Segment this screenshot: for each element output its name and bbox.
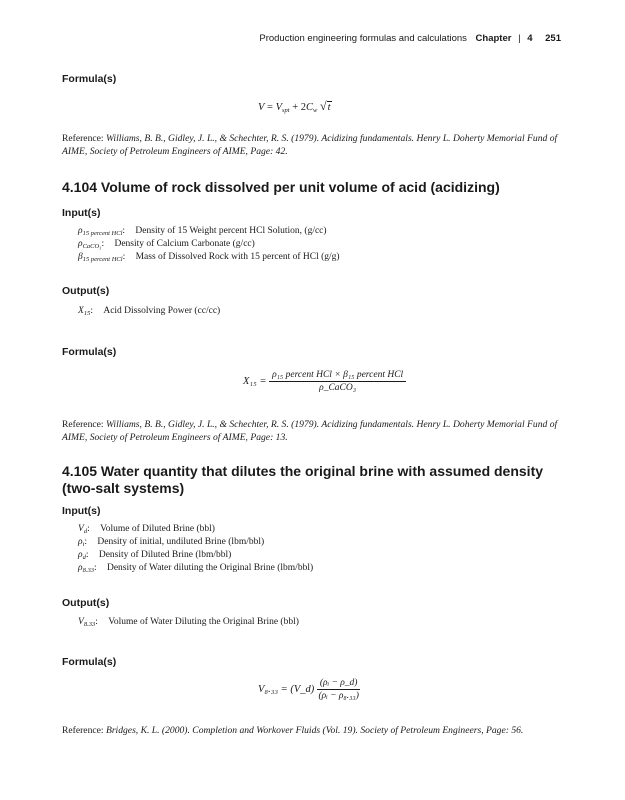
running-header [259,33,561,44]
formula-numerator: (ρᵢ − ρ_d) [317,678,361,690]
variable-symbol: X [78,306,84,316]
variable-subscript: 8.33 [82,567,94,574]
page-number: 251 [545,33,561,44]
formula-fraction [317,678,361,701]
input-row-rho-8-33: $\rho_{8.33}$: Density of Water diluting the Original Brine (lbm/bbl) [78,563,314,574]
running-title: Production engineering formulas and calculations [259,33,467,44]
variable-symbol: ρ [78,239,83,249]
reference-label: Reference: [62,419,104,430]
variable-symbol: V [78,524,84,534]
formula-numerator: ρ₁₅ percent HCl × β₁₅ percent HCl [269,370,406,382]
input-row-vd: $V_d$: Volume of Diluted Brine (bbl) [78,524,215,535]
output-row-v-8-33: $V_{8.33}$: Volume of Water Diluting the Original Brine (bbl) [78,617,299,628]
reference-top [62,132,567,158]
variable-symbol: ρ [78,550,83,560]
variable-subscript: i [82,541,85,548]
formula-4-104 [243,370,406,393]
variable-description: Density of Water diluting the Original Brine (lbm/bbl) [106,563,314,573]
input-row-beta-15-hcl: $\beta_{15 percent HCl}$: Mass of Dissolved Rock with 15 percent of HCl (g/g) [78,252,340,263]
variable-symbol: V [78,617,84,627]
variable-subscript: 15 [83,310,91,317]
input-row-rho-caco3: $\rho_{CaCO_3}$: Density of Calcium Carbonate (g/cc) [78,239,255,250]
variable-subscript: CaCO₃ [82,243,102,250]
formula-lhs: X₁₅ = [243,375,267,387]
formula-top: $V = V_{spt} + 2C_w$ √t [258,99,331,114]
input-row-rho-i: $\rho_i$: Density of initial, undiluted Brine (lbm/bbl) [78,537,265,548]
section-title-4-105-line2: (two-salt systems) [62,480,185,496]
header-separator: | [518,33,521,44]
input-row-rho-15-hcl: $\rho_{15 percent HCl}$: Density of 15 Weight percent HCl Solution, (g/cc) [78,226,327,237]
formula-denominator: (ρᵢ − ρ₈.₃₃) [318,691,359,701]
reference-4-105 [62,724,567,737]
variable-symbol: ρ [78,537,83,547]
input-row-rho-d: $\rho_d$: Density of Diluted Brine (lbm/bbl) [78,550,232,561]
outputs-heading-4-104: Output(s) [62,285,110,297]
variable-description: Density of Calcium Carbonate (g/cc) [114,239,255,249]
section-title-4-104: 4.104 Volume of rock dissolved per unit volume of acid (acidizing) [62,179,500,195]
variable-subscript: d [82,554,86,561]
formula-heading-4-104: Formula(s) [62,346,117,358]
formula-lhs: V₈.₃₃ = (V_d) [258,683,315,695]
variable-subscript: 8.33 [83,621,96,628]
chapter-label: Chapter [475,33,512,44]
formula-denominator: ρ_CaCO₃ [319,383,357,393]
variable-subscript: 15 percent HCl [82,256,123,263]
variable-symbol: ρ [78,563,83,573]
formula-fraction [269,370,406,393]
variable-symbol: ρ [78,226,83,236]
variable-description: Acid Dissolving Power (cc/cc) [103,306,221,316]
variable-subscript: d [83,528,88,535]
inputs-heading-4-105: Input(s) [62,505,101,517]
reference-citation: Williams, B. B., Gidley, J. L., & Schechter, R. S. (1979). Acidizing fundamentals. Henry L. Doherty Memorial Fund of AIME, Society of Petroleum Engineers of AIME, Page: 42. [62,133,558,157]
formula-heading-top: Formula(s) [62,73,117,85]
variable-description: Density of Diluted Brine (lbm/bbl) [98,550,232,560]
reference-4-104 [62,418,567,444]
variable-description: Density of 15 Weight percent HCl Solution, (g/cc) [135,226,327,236]
variable-description: Mass of Dissolved Rock with 15 percent of HCl (g/g) [135,252,340,262]
chapter-number: 4 [527,33,533,44]
variable-description: Volume of Diluted Brine (bbl) [100,524,215,534]
reference-citation: Bridges, K. L. (2000). Completion and Workover Fluids (Vol. 19). Society of Petroleum Engineers, Page: 56. [105,725,524,736]
inputs-heading-4-104: Input(s) [62,207,101,219]
output-row-x15: $X_{15}$: Acid Dissolving Power (cc/cc) [78,306,221,317]
variable-subscript: 15 percent HCl [82,230,123,237]
reference-citation: Williams, B. B., Gidley, J. L., & Schechter, R. S. (1979). Acidizing fundamentals. Henry L. Doherty Memorial Fund of AIME, Society of Petroleum Engineers of AIME, Page: 13. [62,419,558,443]
reference-label: Reference: [62,133,104,144]
variable-description: Volume of Water Diluting the Original Brine (bbl) [108,617,299,627]
formula-4-105 [258,678,360,701]
variable-description: Density of initial, undiluted Brine (lbm/bbl) [97,537,265,547]
reference-label: Reference: [62,725,104,736]
section-title-4-105-line1: 4.105 Water quantity that dilutes the original brine with assumed density [62,463,544,479]
variable-symbol: β [78,252,83,262]
outputs-heading-4-105: Output(s) [62,597,110,609]
formula-heading-4-105: Formula(s) [62,656,117,668]
